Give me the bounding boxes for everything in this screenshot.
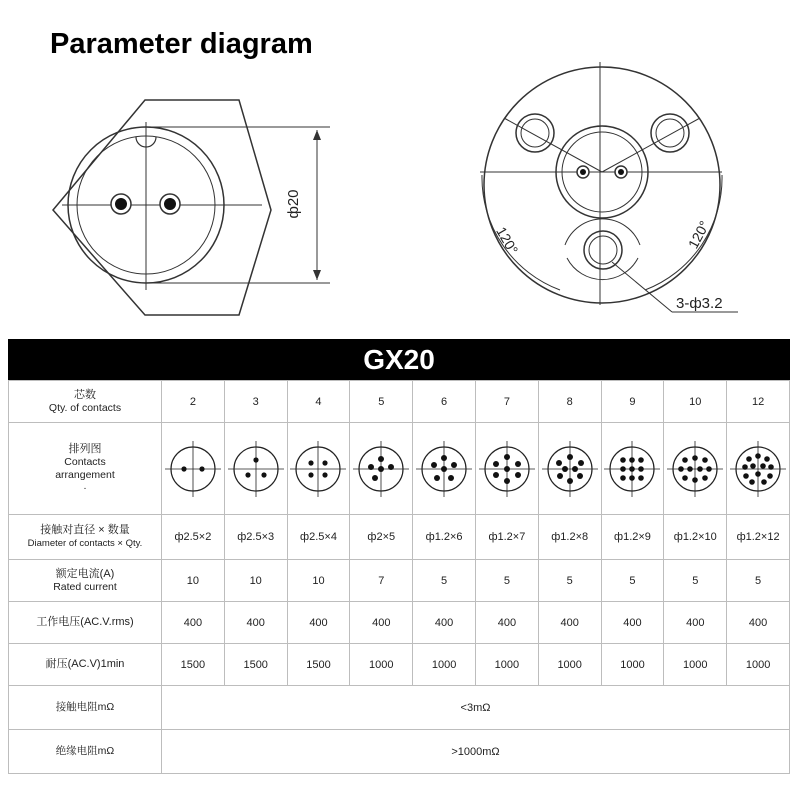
voltage-cell: 400	[601, 602, 664, 644]
contact-pin	[746, 456, 752, 462]
label-qty-en: Qty. of contacts	[48, 401, 122, 414]
contact-pin	[368, 464, 374, 470]
angle-label-right: 120°	[684, 218, 713, 252]
row-insulation	[9, 730, 790, 774]
arrangement-icon	[477, 439, 537, 499]
contact-pin	[578, 460, 584, 466]
row-contact-resistance	[9, 686, 790, 730]
contact-pin	[767, 473, 773, 479]
row-qty	[9, 381, 790, 423]
contact-pin	[755, 471, 761, 477]
contact-pin	[199, 466, 204, 471]
contact-pin	[630, 457, 636, 463]
contact-pin	[749, 479, 755, 485]
diameter-cell: ф2×5	[350, 515, 413, 560]
qty-cell: 7	[475, 381, 538, 423]
contact-pin	[630, 466, 636, 472]
flange-view	[480, 62, 738, 312]
contact-pin	[682, 457, 688, 463]
current-cell: 5	[475, 560, 538, 602]
contact-pin	[577, 473, 583, 479]
contact-pin	[441, 466, 447, 472]
label-withstand	[9, 644, 162, 686]
label-arrangement-en2: arrangement	[55, 468, 115, 481]
voltage-cell: 400	[224, 602, 287, 644]
label-current-en: Rated current	[53, 580, 117, 593]
diameter-cell: ф2.5×3	[224, 515, 287, 560]
contact-pin	[261, 472, 266, 477]
withstand-cell: 1500	[162, 644, 225, 686]
contact-pin	[181, 466, 186, 471]
contact-pin	[556, 460, 562, 466]
withstand-cell: 1000	[664, 644, 727, 686]
arrangement-icon	[226, 439, 286, 499]
current-cell: 5	[601, 560, 664, 602]
contact-pin	[504, 478, 510, 484]
voltage-cell: 400	[350, 602, 413, 644]
current-cell: 7	[350, 560, 413, 602]
row-diameter	[9, 515, 790, 560]
arrangement-cell	[538, 423, 601, 515]
contact-pin	[434, 475, 440, 481]
contact-pin	[760, 463, 766, 469]
label-arrangement-en3: ·	[83, 481, 87, 494]
contact-pin	[572, 466, 578, 472]
voltage-cell: 400	[538, 602, 601, 644]
label-arrangement	[9, 423, 162, 515]
contact-pin	[562, 466, 568, 472]
page-title: Parameter diagram	[50, 28, 313, 60]
contact-resistance-value: <3mΩ	[162, 686, 790, 730]
contact-pin	[493, 472, 499, 478]
contact-pin	[761, 479, 767, 485]
contact-pin	[515, 472, 521, 478]
contact-pin	[768, 464, 774, 470]
label-qty	[9, 381, 162, 423]
arrangement-cell	[350, 423, 413, 515]
contact-pin	[702, 475, 708, 481]
label-qty-cn: 芯数	[74, 388, 96, 401]
contact-pin	[323, 472, 328, 477]
contact-pin	[764, 456, 770, 462]
withstand-cell: 1000	[727, 644, 790, 686]
row-current	[9, 560, 790, 602]
contact-pin	[687, 466, 693, 472]
label-withstand-cn: 耐压(AC.V)1min	[45, 658, 125, 670]
insulation-value: >1000mΩ	[162, 730, 790, 774]
contact-pin	[378, 456, 384, 462]
contact-pin	[621, 457, 627, 463]
qty-cell: 2	[162, 381, 225, 423]
contact-pin	[692, 477, 698, 483]
label-voltage	[9, 602, 162, 644]
label-diameter	[9, 515, 162, 560]
qty-cell: 10	[664, 381, 727, 423]
current-cell: 5	[538, 560, 601, 602]
row-voltage	[9, 602, 790, 644]
diameter-cell: ф2.5×4	[287, 515, 350, 560]
diameter-cell: ф1.2×10	[664, 515, 727, 560]
current-cell: 10	[162, 560, 225, 602]
contact-pin	[621, 466, 627, 472]
diameter-cell: ф1.2×12	[727, 515, 790, 560]
contact-pin	[378, 466, 384, 472]
contact-pin	[743, 473, 749, 479]
parameter-diagrams	[0, 0, 800, 335]
qty-cell: 3	[224, 381, 287, 423]
current-cell: 5	[727, 560, 790, 602]
voltage-cell: 400	[475, 602, 538, 644]
spec-table	[8, 380, 790, 774]
contact-pin	[750, 463, 756, 469]
contact-pin	[557, 473, 563, 479]
arrangement-cell	[475, 423, 538, 515]
voltage-cell: 400	[287, 602, 350, 644]
current-cell: 5	[413, 560, 476, 602]
angle-label-left: 120°	[493, 223, 522, 258]
qty-cell: 6	[413, 381, 476, 423]
diameter-cell: ф1.2×6	[413, 515, 476, 560]
label-current-cn: 额定电流(A)	[55, 567, 115, 580]
label-arrangement-cn: 排列图	[68, 442, 102, 455]
arrangement-cell	[224, 423, 287, 515]
contact-pin	[323, 460, 328, 465]
contact-pin	[372, 475, 378, 481]
arrangement-icon	[540, 439, 600, 499]
contact-pin	[309, 460, 314, 465]
hole-label: 3-ф3.2	[676, 295, 723, 312]
arrangement-icon	[163, 439, 223, 499]
withstand-cell: 1000	[538, 644, 601, 686]
arrangement-cell	[413, 423, 476, 515]
contact-pin	[504, 466, 510, 472]
contact-pin	[697, 466, 703, 472]
arrangement-icon	[351, 439, 411, 499]
arrangement-icon	[414, 439, 474, 499]
contact-pin	[388, 464, 394, 470]
withstand-cell: 1000	[475, 644, 538, 686]
contact-pin	[639, 475, 645, 481]
label-contact-resistance: 接触电阻mΩ	[9, 686, 162, 730]
contact-pin	[706, 466, 712, 472]
diameter-cell: ф1.2×7	[475, 515, 538, 560]
contact-pin	[309, 472, 314, 477]
arrangement-cell	[287, 423, 350, 515]
diameter-cell: ф2.5×2	[162, 515, 225, 560]
current-cell: 10	[287, 560, 350, 602]
qty-cell: 8	[538, 381, 601, 423]
contact-pin	[493, 461, 499, 467]
contact-pin	[441, 455, 447, 461]
contact-pin	[567, 454, 573, 460]
voltage-cell: 400	[162, 602, 225, 644]
label-arrangement-en1: Contacts	[64, 455, 106, 468]
contact-pin	[755, 453, 761, 459]
arrangement-icon	[288, 439, 348, 499]
diameter-label: ф20	[285, 189, 302, 219]
qty-cell: 5	[350, 381, 413, 423]
model-banner: GX20	[8, 339, 790, 381]
row-arrangement	[9, 423, 790, 515]
contact-pin	[431, 462, 437, 468]
contact-pin	[639, 466, 645, 472]
qty-cell: 12	[727, 381, 790, 423]
arrangement-icon	[602, 439, 662, 499]
current-cell: 10	[224, 560, 287, 602]
row-withstand	[9, 644, 790, 686]
contact-pin	[245, 472, 250, 477]
voltage-cell: 400	[664, 602, 727, 644]
arrangement-cell	[601, 423, 664, 515]
contact-pin	[504, 454, 510, 460]
arrangement-cell	[162, 423, 225, 515]
withstand-cell: 1000	[601, 644, 664, 686]
diameter-cell: ф1.2×8	[538, 515, 601, 560]
label-current	[9, 560, 162, 602]
contact-pin	[567, 478, 573, 484]
label-voltage-cn: 工作电压(AC.V.rms)	[36, 616, 134, 628]
arrangement-icon	[728, 439, 788, 499]
voltage-cell: 400	[413, 602, 476, 644]
qty-cell: 4	[287, 381, 350, 423]
contact-pin	[253, 457, 258, 462]
arrangement-cell	[664, 423, 727, 515]
current-cell: 5	[664, 560, 727, 602]
contact-pin	[639, 457, 645, 463]
contact-pin	[702, 457, 708, 463]
contact-pin	[515, 461, 521, 467]
withstand-cell: 1500	[287, 644, 350, 686]
label-diameter-en: Diameter of contacts × Qty.	[27, 538, 143, 549]
contact-pin	[451, 462, 457, 468]
contact-pin	[678, 466, 684, 472]
contact-pin	[682, 475, 688, 481]
contact-pin	[621, 475, 627, 481]
label-diameter-cn: 接触对直径 × 数量	[40, 524, 130, 536]
contact-pin	[630, 475, 636, 481]
qty-cell: 9	[601, 381, 664, 423]
label-insulation: 绝缘电阻mΩ	[9, 730, 162, 774]
withstand-cell: 1000	[350, 644, 413, 686]
diameter-cell: ф1.2×9	[601, 515, 664, 560]
contact-pin	[742, 464, 748, 470]
withstand-cell: 1500	[224, 644, 287, 686]
withstand-cell: 1000	[413, 644, 476, 686]
contact-pin	[692, 455, 698, 461]
voltage-cell: 400	[727, 602, 790, 644]
arrangement-cell	[727, 423, 790, 515]
arrangement-icon	[665, 439, 725, 499]
contact-pin	[448, 475, 454, 481]
